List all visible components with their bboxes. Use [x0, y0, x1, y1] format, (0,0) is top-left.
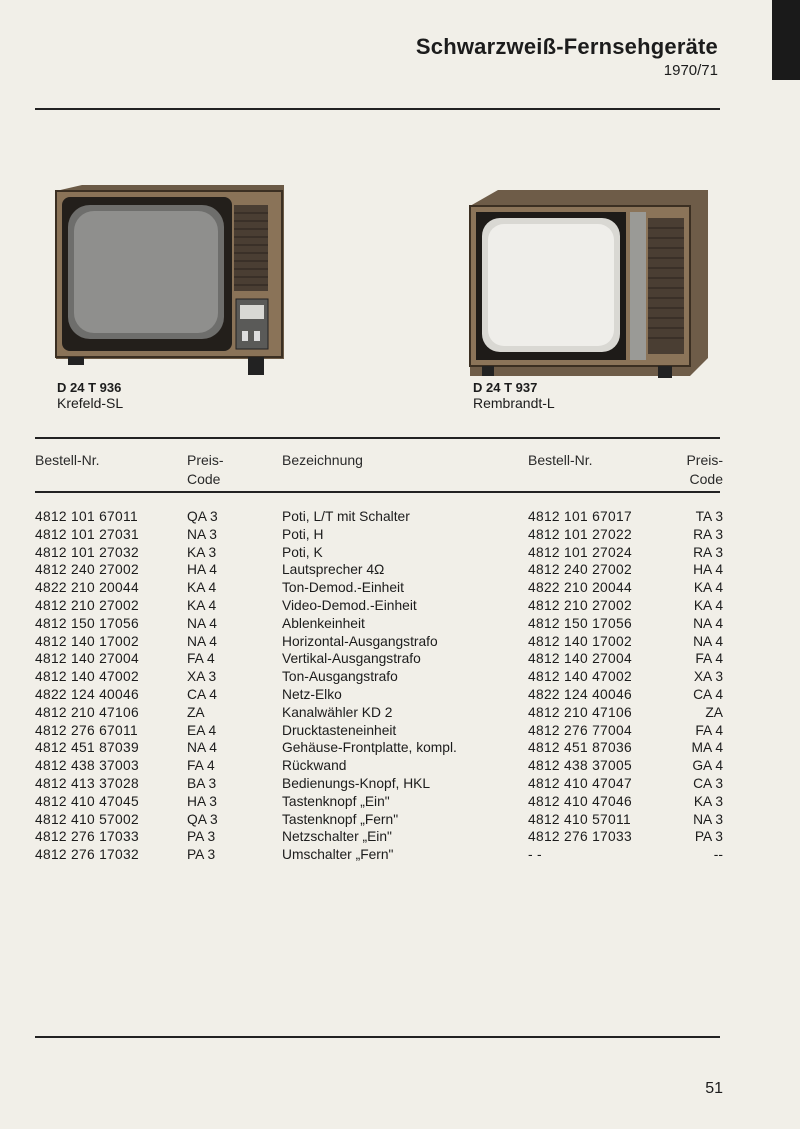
- price-code-left: QA 3: [187, 509, 218, 524]
- price-code-right: GA 4: [692, 758, 723, 774]
- table-row: [0, 580, 800, 598]
- order-number-left: 4822 210 20044: [35, 580, 139, 596]
- page-title: Schwarzweiß-Fernsehgeräte: [415, 34, 718, 59]
- table-row: [0, 527, 800, 545]
- table-row: [0, 562, 800, 580]
- tv-image-left: [52, 183, 292, 383]
- price-code-left: KA 4: [187, 597, 217, 613]
- bottom-rule: [35, 1036, 720, 1038]
- price-code-right: CA 3: [693, 775, 723, 791]
- order-number-left: 4812 410 47045: [35, 793, 139, 809]
- header-price-left-line2: Code: [187, 471, 221, 487]
- order-number-right: 4812 140 27004: [528, 651, 632, 667]
- product-model: D 24 T 937: [473, 380, 538, 395]
- price-code-left: KA 4: [187, 580, 217, 596]
- price-code-right: KA 4: [693, 597, 723, 613]
- order-number-right: 4822 210 20044: [528, 580, 632, 596]
- order-number-left: 4812 140 17002: [35, 633, 139, 649]
- table-row: [0, 705, 800, 723]
- price-code-left: EA 4: [187, 722, 217, 738]
- table-row: [0, 740, 800, 758]
- price-code-left: BA 3: [187, 775, 217, 791]
- order-number-left: 4812 438 37003: [35, 758, 139, 774]
- price-code-left: NA 4: [187, 615, 217, 631]
- table-row: [0, 829, 800, 847]
- part-description: Tastenknopf „Ein": [282, 793, 390, 809]
- price-code-right: RA 3: [693, 526, 723, 542]
- part-description: Tastenknopf „Fern": [282, 811, 399, 827]
- table-row: [0, 847, 800, 865]
- product-name: Krefeld-SL: [57, 395, 124, 411]
- order-number-left: 4812 410 57002: [35, 811, 139, 827]
- part-description: Ton-Demod.-Einheit: [282, 580, 404, 596]
- price-code-right: NA 4: [693, 615, 723, 631]
- part-description: Drucktasteneinheit: [282, 722, 397, 738]
- table-row: [0, 794, 800, 812]
- price-code-left: PA 3: [187, 829, 216, 845]
- price-code-right: XA 3: [693, 669, 723, 685]
- header-order-right: Bestell-Nr.: [528, 452, 593, 468]
- table-row: [0, 723, 800, 741]
- price-code-left: FA 4: [187, 758, 215, 774]
- product-right: [473, 380, 555, 411]
- order-number-right: 4812 276 77004: [528, 722, 632, 738]
- order-number-left: 4812 140 47002: [35, 669, 139, 685]
- header-price-left: [187, 451, 224, 489]
- order-number-right: 4812 140 47002: [528, 669, 632, 685]
- price-code-left: NA 3: [187, 526, 217, 542]
- parts-table-body: [0, 509, 800, 865]
- price-code-left: KA 3: [187, 544, 217, 560]
- price-code-right: FA 4: [695, 722, 723, 738]
- price-code-right: RA 3: [693, 544, 723, 560]
- order-number-right: 4812 451 87036: [528, 740, 632, 756]
- order-number-right: 4812 210 47106: [528, 704, 632, 720]
- order-number-left: 4812 210 47106: [35, 704, 139, 720]
- order-number-right: 4812 276 17033: [528, 829, 632, 845]
- price-code-right: --: [713, 847, 723, 863]
- order-number-right: 4812 101 27022: [528, 526, 632, 542]
- order-number-left: 4812 451 87039: [35, 740, 139, 756]
- table-row: [0, 776, 800, 794]
- table-row: [0, 687, 800, 705]
- order-number-left: 4812 276 17032: [35, 847, 139, 863]
- order-number-left: 4812 101 27031: [35, 526, 139, 542]
- top-rule: [35, 108, 720, 110]
- table-header-rule: [35, 491, 720, 493]
- price-code-left: HA 4: [187, 562, 217, 578]
- order-number-left: 4812 101 27032: [35, 544, 139, 560]
- header-price-right-line1: Preis-: [686, 452, 723, 468]
- table-row: [0, 616, 800, 634]
- price-code-left: NA 4: [187, 740, 217, 756]
- header-price-right-line2: Code: [689, 471, 723, 487]
- order-number-left: 4812 140 27004: [35, 651, 139, 667]
- price-code-left: NA 4: [187, 633, 217, 649]
- price-code-left: XA 3: [187, 669, 217, 685]
- price-code-left: QA 3: [187, 811, 218, 827]
- order-number-right: 4812 140 17002: [528, 633, 632, 649]
- page-number: 51: [705, 1080, 723, 1097]
- part-description: Poti, L/T mit Schalter: [282, 509, 410, 524]
- price-code-right: ZA: [705, 704, 723, 720]
- table-row: [0, 812, 800, 830]
- part-description: Gehäuse-Frontplatte, kompl.: [282, 740, 457, 756]
- product-model: D 24 T 936: [57, 380, 122, 395]
- header-price-left-line1: Preis-: [187, 452, 224, 468]
- order-number-left: 4812 210 27002: [35, 597, 139, 613]
- price-code-right: CA 4: [693, 686, 723, 702]
- price-code-right: NA 4: [693, 633, 723, 649]
- price-code-right: TA 3: [695, 509, 723, 524]
- table-row: [0, 509, 800, 527]
- page-edge-shadow: [772, 0, 800, 80]
- table-row: [0, 651, 800, 669]
- price-code-left: CA 4: [187, 686, 217, 702]
- header-price-right: [686, 451, 723, 489]
- table-row: [0, 598, 800, 616]
- price-code-left: ZA: [187, 704, 205, 720]
- table-row: [0, 758, 800, 776]
- page-year: 1970/71: [663, 62, 718, 79]
- part-description: Horizontal-Ausgangstrafo: [282, 633, 438, 649]
- part-description: Vertikal-Ausgangstrafo: [282, 651, 421, 667]
- product-left: [57, 380, 123, 411]
- order-number-right: 4812 240 27002: [528, 562, 632, 578]
- price-code-right: KA 4: [693, 580, 723, 596]
- price-code-right: KA 3: [693, 793, 723, 809]
- table-row: [0, 634, 800, 652]
- price-code-right: MA 4: [691, 740, 723, 756]
- table-top-rule: [35, 437, 720, 439]
- price-code-left: PA 3: [187, 847, 216, 863]
- part-description: Bedienungs-Knopf, HKL: [282, 775, 431, 791]
- price-code-right: NA 3: [693, 811, 723, 827]
- price-code-left: FA 4: [187, 651, 215, 667]
- table-row: [0, 545, 800, 563]
- part-description: Poti, H: [282, 526, 324, 542]
- part-description: Ton-Ausgangstrafo: [282, 669, 398, 685]
- order-number-right: 4812 410 47047: [528, 775, 632, 791]
- part-description: Video-Demod.-Einheit: [282, 597, 417, 613]
- order-number-left: 4822 124 40046: [35, 686, 139, 702]
- price-code-right: FA 4: [695, 651, 723, 667]
- product-name: Rembrandt-L: [473, 395, 555, 411]
- order-number-left: 4812 413 37028: [35, 775, 139, 791]
- order-number-left: 4812 150 17056: [35, 615, 139, 631]
- order-number-right: 4812 438 37005: [528, 758, 632, 774]
- part-description: Umschalter „Fern": [282, 847, 394, 863]
- part-description: Netzschalter „Ein": [282, 829, 392, 845]
- order-number-right: 4812 410 57011: [528, 811, 631, 827]
- header-description: Bezeichnung: [282, 452, 363, 468]
- order-number-right: 4812 410 47046: [528, 793, 632, 809]
- order-number-right: 4822 124 40046: [528, 686, 632, 702]
- order-number-right: - -: [528, 847, 542, 863]
- order-number-left: 4812 276 67011: [35, 722, 138, 738]
- part-description: Ablenkeinheit: [282, 615, 365, 631]
- part-description: Poti, K: [282, 544, 323, 560]
- order-number-right: 4812 101 27024: [528, 544, 632, 560]
- price-code-right: PA 3: [694, 829, 723, 845]
- order-number-right: 4812 150 17056: [528, 615, 632, 631]
- order-number-left: 4812 276 17033: [35, 829, 139, 845]
- part-description: Netz-Elko: [282, 686, 342, 702]
- price-code-right: HA 4: [693, 562, 723, 578]
- order-number-right: 4812 101 67017: [528, 509, 632, 524]
- price-code-left: HA 3: [187, 793, 217, 809]
- header-order-left: Bestell-Nr.: [35, 452, 100, 468]
- order-number-right: 4812 210 27002: [528, 597, 632, 613]
- table-row: [0, 669, 800, 687]
- part-description: Rückwand: [282, 758, 347, 774]
- part-description: Lautsprecher 4Ω: [282, 562, 385, 578]
- tv-image-right: [468, 188, 713, 380]
- part-description: Kanalwähler KD 2: [282, 704, 393, 720]
- order-number-left: 4812 101 67011: [35, 509, 138, 524]
- order-number-left: 4812 240 27002: [35, 562, 139, 578]
